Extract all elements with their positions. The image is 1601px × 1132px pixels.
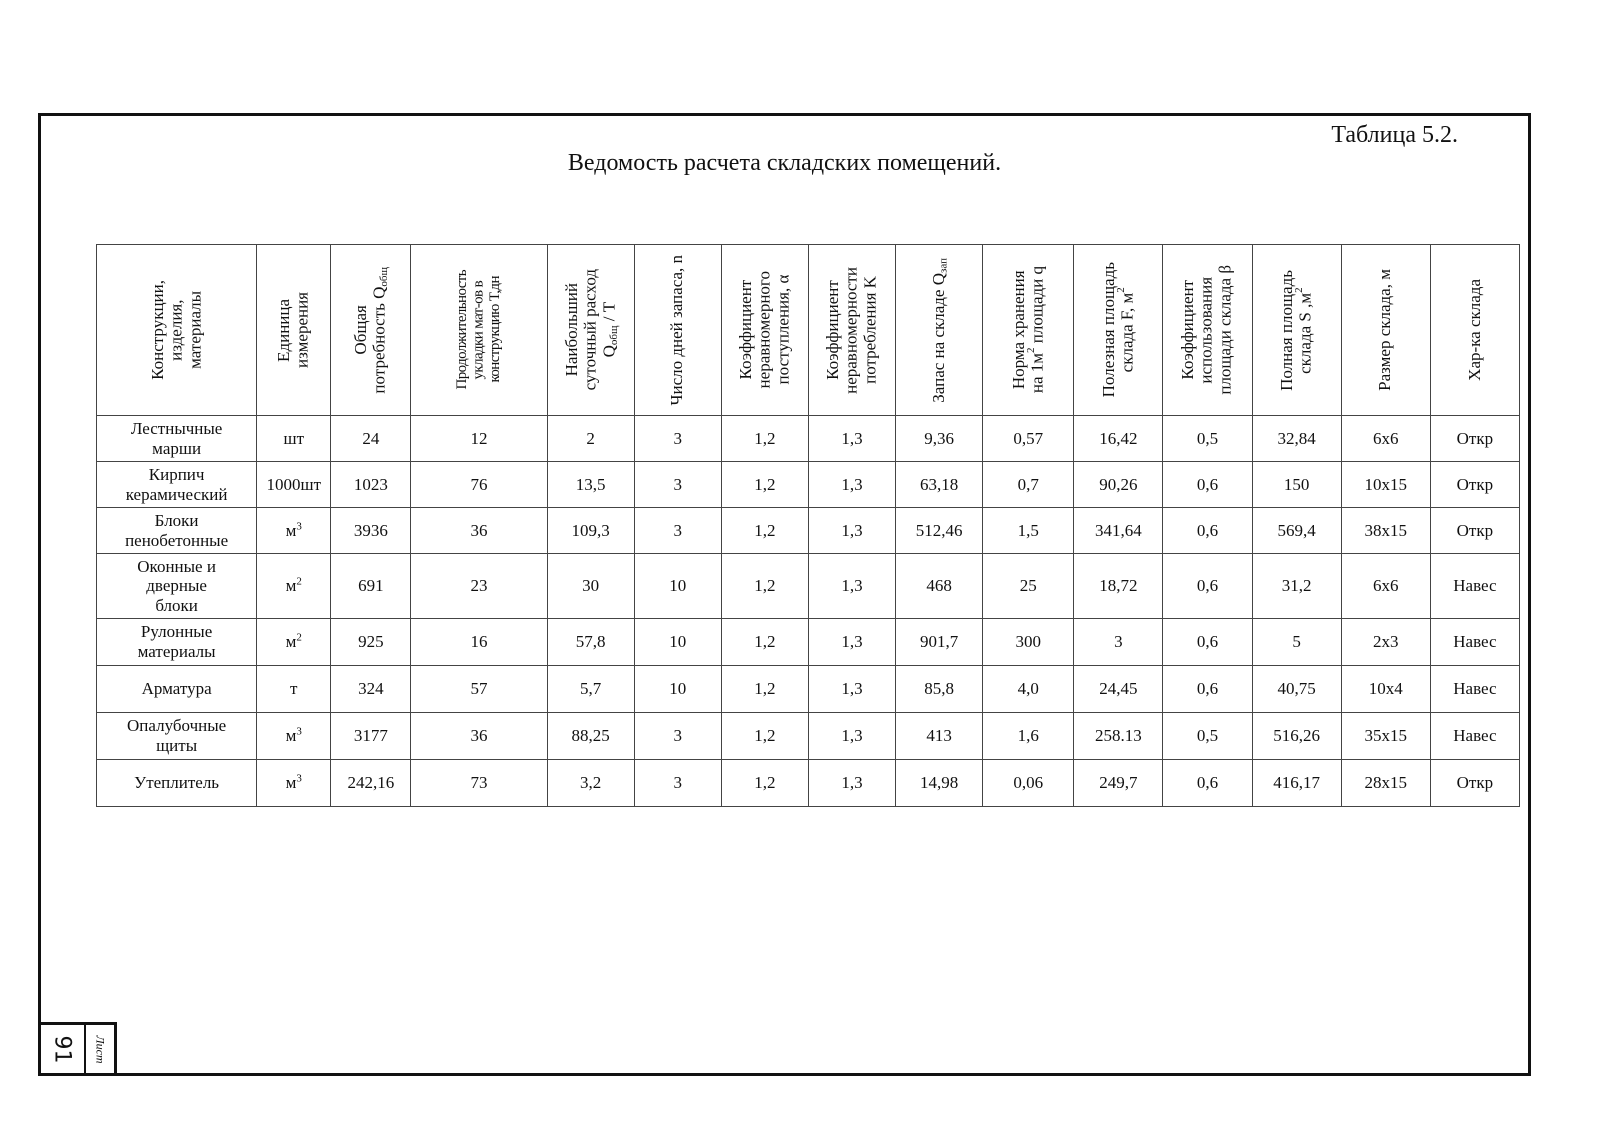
column-header (721, 245, 808, 416)
value-cell: 85,8 (896, 666, 983, 713)
column-header-wrap (411, 245, 546, 415)
value-cell: 12 (411, 416, 547, 462)
column-header-wrap (257, 245, 330, 415)
value-cell: 3 (634, 508, 721, 554)
value-cell: 3936 (331, 508, 411, 554)
value-cell: 73 (411, 760, 547, 807)
value-cell: 1023 (331, 462, 411, 508)
value-cell: 18,72 (1074, 554, 1163, 619)
value-cell: 4,0 (983, 666, 1074, 713)
column-header-subscript: зап (937, 257, 950, 273)
value-cell: 468 (896, 554, 983, 619)
value-cell: 1,3 (808, 666, 895, 713)
column-header-wrap (331, 245, 410, 415)
column-header (97, 245, 257, 416)
value-cell: Откр (1430, 508, 1519, 554)
value-cell: 1,2 (721, 666, 808, 713)
column-header-text (1278, 270, 1315, 391)
value-cell: 23 (411, 554, 547, 619)
value-cell: 14,98 (896, 760, 983, 807)
material-name: Лестнычные марши (97, 416, 257, 462)
material-name: Рулонные материалы (97, 619, 257, 666)
column-header (1163, 245, 1252, 416)
value-cell: 0,57 (983, 416, 1074, 462)
unit-superscript: 3 (296, 725, 302, 738)
column-header-wrap (1253, 245, 1341, 415)
value-cell: 341,64 (1074, 508, 1163, 554)
material-name: Арматура (97, 666, 257, 713)
value-cell: 2x3 (1341, 619, 1430, 666)
value-cell: 90,26 (1074, 462, 1163, 508)
column-header-label: Запас на складе Q (928, 272, 948, 403)
value-cell: 1,2 (721, 760, 808, 807)
table-title: Ведомость расчета складских помещений. (567, 150, 1002, 176)
value-cell: 10 (634, 554, 721, 619)
value-cell: 925 (331, 619, 411, 666)
column-header-suffix: / T (599, 302, 618, 326)
value-cell: 249,7 (1074, 760, 1163, 807)
value-cell: 1,2 (721, 619, 808, 666)
value-cell: 1,3 (808, 713, 895, 760)
column-header-wrap (1342, 245, 1430, 415)
unit-cell (257, 713, 331, 760)
value-cell: 3177 (331, 713, 411, 760)
value-cell: 10x4 (1341, 666, 1430, 713)
column-header-superscript: 2 (1292, 286, 1305, 293)
column-header-label: Коэффициент использования площади склада β (1178, 265, 1235, 395)
column-header-wrap (548, 245, 634, 415)
column-header (331, 245, 411, 416)
column-header-subscript: общ (378, 266, 391, 287)
unit-text: шт (283, 428, 305, 448)
value-cell: 13,5 (547, 462, 634, 508)
table-row (97, 713, 1520, 760)
column-header-superscript: 2 (1114, 287, 1127, 293)
value-cell: 109,3 (547, 508, 634, 554)
value-cell: 0,6 (1163, 666, 1252, 713)
value-cell: 0,5 (1163, 713, 1252, 760)
value-cell: 0,06 (983, 760, 1074, 807)
value-cell: 324 (331, 666, 411, 713)
value-cell: 1,3 (808, 554, 895, 619)
value-cell: 35x15 (1341, 713, 1430, 760)
value-cell: 1,3 (808, 462, 895, 508)
value-cell: 40,75 (1252, 666, 1341, 713)
column-header-text (930, 258, 949, 403)
sheet-stamp (38, 1022, 117, 1076)
value-cell: 691 (331, 554, 411, 619)
table-row (97, 666, 1520, 713)
unit-cell (257, 619, 331, 666)
value-cell: 3 (634, 713, 721, 760)
column-header-label: Число дней запаса, n (667, 254, 687, 406)
value-cell: 569,4 (1252, 508, 1341, 554)
value-cell: 1,3 (808, 760, 895, 807)
unit-text: м (285, 576, 297, 596)
value-cell: 0,7 (983, 462, 1074, 508)
value-cell: 28x15 (1341, 760, 1430, 807)
value-cell: 1,2 (721, 462, 808, 508)
column-header-label: Полезная площадь склада F, м (1098, 262, 1137, 398)
value-cell: 30 (547, 554, 634, 619)
column-header-wrap (983, 245, 1073, 415)
value-cell: 10x15 (1341, 462, 1430, 508)
column-header-wrap (1163, 245, 1251, 415)
unit-text: т (290, 679, 298, 699)
column-header-text (1466, 279, 1485, 381)
column-header-wrap (635, 245, 721, 415)
table-row (97, 619, 1520, 666)
value-cell: 0,5 (1163, 416, 1252, 462)
column-header-text (737, 271, 793, 388)
column-header (257, 245, 331, 416)
value-cell: 76 (411, 462, 547, 508)
column-header (896, 245, 983, 416)
value-cell: 416,17 (1252, 760, 1341, 807)
value-cell: 5,7 (547, 666, 634, 713)
value-cell: 300 (983, 619, 1074, 666)
column-header-text (454, 270, 504, 390)
unit-text: м (285, 726, 297, 746)
value-cell: 1,5 (983, 508, 1074, 554)
value-cell: 10 (634, 619, 721, 666)
column-header-label: Общая потребность Q (351, 286, 389, 394)
column-header (547, 245, 634, 416)
value-cell: 16 (411, 619, 547, 666)
column-header-text (352, 267, 389, 394)
column-header (634, 245, 721, 416)
column-header-label: Полная площадь склада S ,м (1276, 269, 1315, 391)
value-cell: 258.13 (1074, 713, 1163, 760)
column-header-text (149, 280, 205, 380)
value-cell: 6x6 (1341, 554, 1430, 619)
column-header-label: Единица измерения (274, 292, 312, 368)
column-header-wrap (1074, 245, 1162, 415)
material-name: Опалубочные щиты (97, 713, 257, 760)
value-cell: 57,8 (547, 619, 634, 666)
value-cell: 901,7 (896, 619, 983, 666)
drawing-frame (38, 113, 1531, 1076)
value-cell: 5 (1252, 619, 1341, 666)
unit-cell (257, 760, 331, 807)
value-cell: 1,2 (721, 416, 808, 462)
value-cell: Навес (1430, 713, 1519, 760)
column-header-wrap (1431, 245, 1519, 415)
value-cell: 38x15 (1341, 508, 1430, 554)
value-cell: 63,18 (896, 462, 983, 508)
column-header-text (1376, 269, 1395, 391)
unit-text: м (285, 632, 297, 652)
column-header-label: Размер склада, м (1375, 269, 1395, 391)
value-cell: 242,16 (331, 760, 411, 807)
value-cell: 88,25 (547, 713, 634, 760)
value-cell: 3,2 (547, 760, 634, 807)
column-header (983, 245, 1074, 416)
unit-superscript: 2 (296, 575, 302, 588)
table-row (97, 508, 1520, 554)
column-header-suffix: площади q (1027, 266, 1047, 348)
value-cell: 24 (331, 416, 411, 462)
column-header (411, 245, 547, 416)
unit-text: м (285, 520, 297, 540)
value-cell: 32,84 (1252, 416, 1341, 462)
column-header-wrap (722, 245, 808, 415)
value-cell: 413 (896, 713, 983, 760)
column-header-text (824, 267, 880, 394)
page-number: 91 (49, 1035, 75, 1063)
column-header-label: Коэффициент неравномерности потребления K (822, 266, 880, 394)
table-row (97, 462, 1520, 508)
unit-superscript: 2 (296, 631, 302, 644)
value-cell: 1,6 (983, 713, 1074, 760)
value-cell: 150 (1252, 462, 1341, 508)
page-number-cell (41, 1025, 86, 1073)
value-cell: 25 (983, 554, 1074, 619)
value-cell: 57 (411, 666, 547, 713)
unit-cell (257, 554, 331, 619)
column-header (1430, 245, 1519, 416)
value-cell: Откр (1430, 416, 1519, 462)
column-header (1252, 245, 1341, 416)
material-name: Кирпич керамический (97, 462, 257, 508)
column-header-wrap (809, 245, 895, 415)
column-header-wrap (97, 245, 256, 415)
value-cell: 1,3 (808, 416, 895, 462)
value-cell: Откр (1430, 462, 1519, 508)
column-header (1074, 245, 1163, 416)
column-header-label: Конструкции, изделия, материалы (147, 280, 204, 380)
table-body (97, 416, 1520, 807)
value-cell: 31,2 (1252, 554, 1341, 619)
value-cell: Навес (1430, 666, 1519, 713)
value-cell: 1,2 (721, 554, 808, 619)
value-cell: 36 (411, 713, 547, 760)
unit-text: 1000шт (266, 474, 322, 494)
column-header-text (1010, 266, 1047, 393)
value-cell: 10 (634, 666, 721, 713)
unit-cell (257, 462, 331, 508)
table-row (97, 416, 1520, 462)
column-header (1341, 245, 1430, 416)
column-header-label: Коэффициент неравномерного поступления, α (735, 271, 793, 389)
table-number: Таблица 5.2. (1331, 122, 1458, 148)
warehouse-table (96, 244, 1520, 807)
value-cell: 1,2 (721, 713, 808, 760)
material-name: Блоки пенобетонные (97, 508, 257, 554)
unit-text: м (285, 773, 297, 793)
column-header-label: Норма хранения на 1м (1008, 270, 1047, 394)
column-header (808, 245, 895, 416)
value-cell: 3 (634, 760, 721, 807)
value-cell: 3 (1074, 619, 1163, 666)
value-cell: 2 (547, 416, 634, 462)
column-header-label: Продолжительность укладки мат-ов в конструкцию T,дн (454, 270, 504, 390)
unit-cell (257, 666, 331, 713)
column-header-wrap (896, 245, 982, 415)
column-header-label: Наибольший суточный расход Q (561, 269, 618, 391)
unit-superscript: 3 (296, 772, 302, 785)
unit-cell (257, 416, 331, 462)
value-cell: 1,3 (808, 508, 895, 554)
value-cell: 9,36 (896, 416, 983, 462)
column-header-label: Хар-ка склада (1464, 279, 1484, 381)
value-cell: 0,6 (1163, 462, 1252, 508)
column-header-text (1100, 262, 1137, 397)
column-header-superscript: 2 (1024, 347, 1037, 354)
value-cell: 516,26 (1252, 713, 1341, 760)
value-cell: 0,6 (1163, 760, 1252, 807)
material-name: Оконные и дверные блоки (97, 554, 257, 619)
table-row (97, 554, 1520, 619)
column-header-subscript: общ (607, 325, 620, 346)
value-cell: Навес (1430, 554, 1519, 619)
table-row (97, 760, 1520, 807)
value-cell: 3 (634, 462, 721, 508)
column-header-text (1179, 265, 1235, 395)
column-header-text (668, 255, 687, 406)
unit-cell (257, 508, 331, 554)
value-cell: Навес (1430, 619, 1519, 666)
value-cell: 0,6 (1163, 619, 1252, 666)
header-row (97, 245, 1520, 416)
material-name: Утеплитель (97, 760, 257, 807)
value-cell: 6x6 (1341, 416, 1430, 462)
value-cell: 0,6 (1163, 554, 1252, 619)
column-header-text (275, 292, 312, 368)
value-cell: 36 (411, 508, 547, 554)
value-cell: 3 (634, 416, 721, 462)
value-cell: 24,45 (1074, 666, 1163, 713)
value-cell: 1,3 (808, 619, 895, 666)
sheet-label-cell (86, 1025, 114, 1073)
column-header-text (563, 269, 619, 390)
value-cell: Откр (1430, 760, 1519, 807)
value-cell: 1,2 (721, 508, 808, 554)
value-cell: 16,42 (1074, 416, 1163, 462)
value-cell: 0,6 (1163, 508, 1252, 554)
value-cell: 512,46 (896, 508, 983, 554)
sheet-label: Лист (93, 1034, 108, 1064)
unit-superscript: 3 (296, 520, 302, 533)
